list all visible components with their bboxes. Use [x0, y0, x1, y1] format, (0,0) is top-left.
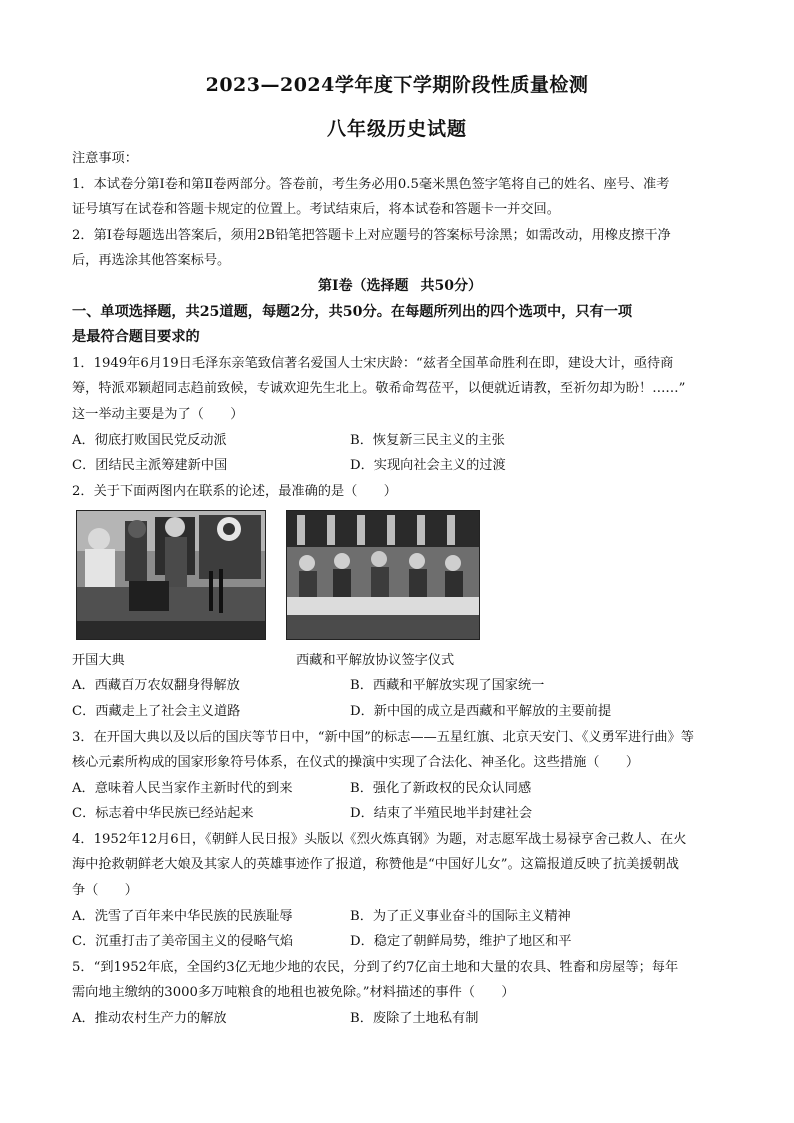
question-text: 争（ ）	[72, 883, 138, 899]
option-b: B．恢复新三民主义的主张	[350, 432, 505, 448]
exam-title: 2023—2024学年度下学期阶段性质量检测	[205, 74, 589, 96]
notice-line: 证号填写在试卷和答题卡规定的位置上。考试结束后，将本试卷和答题卡一并交回。	[72, 202, 560, 218]
founding-ceremony-photo	[76, 510, 266, 640]
section-instruction: 是最符合题目要求的	[72, 329, 200, 346]
question-text: 需向地主缴纳的3000多万吨粮食的地租也被免除。”材料描述的事件（ ）	[72, 985, 515, 1001]
option-b: B．废除了土地私有制	[350, 1011, 479, 1027]
option-a: A．洗雪了百年来中华民族的民族耻辱	[72, 908, 293, 924]
notice-heading: 注意事项：	[72, 151, 138, 166]
question-5	[72, 955, 728, 1032]
options-row	[72, 428, 728, 454]
section-title	[72, 274, 728, 300]
options-row	[72, 673, 728, 699]
question-text: 1．1949年6月19日毛泽东亲笔致信著名爱国人士宋庆龄：“兹者全国革命胜利在即，建设大计，亟待商	[72, 355, 674, 371]
option-d: D．稳定了朝鲜局势，维护了地区和平	[350, 934, 572, 950]
exam-subtitle: 八年级历史试题	[326, 118, 467, 140]
question-text: 这一举动主要是为了（ ）	[72, 406, 244, 422]
option-a: A．意味着人民当家作主新时代的到来	[72, 780, 293, 796]
option-c: C．沉重打击了美帝国主义的侵略气焰	[72, 934, 294, 950]
option-b: B．西藏和平解放实现了国家统一	[350, 678, 545, 694]
option-c: C．团结民主派筹建新中国	[72, 458, 228, 474]
photo-caption-2: 西藏和平解放协议签字仪式	[296, 653, 455, 669]
option-c: C．西藏走上了社会主义道路	[72, 703, 241, 719]
notice-line: 1．本试卷分第Ⅰ卷和第Ⅱ卷两部分。答卷前，考生务必用0.5毫米黑色签字笔将自己的姓名、座号、准考	[72, 176, 670, 192]
photo-captions	[72, 648, 728, 673]
option-d: D．实现向社会主义的过渡	[350, 458, 506, 474]
notice-line: 2．第Ⅰ卷每题选出答案后，须用2B铅笔把答题卡上对应题号的答案标号涂黑；如需改动，用橡皮擦干净	[72, 227, 671, 243]
question-text: 5．“到1952年底，全国约3亿无地少地的农民，分到了约7亿亩土地和大量的农具、牲畜和房屋等；每年	[72, 959, 679, 975]
notice-line: 后，再选涂其他答案标号。	[72, 253, 231, 269]
section-title-left: 第Ⅰ卷（选择题	[317, 277, 409, 294]
options-row	[72, 453, 728, 479]
options-row	[72, 929, 728, 955]
options-row	[72, 801, 728, 827]
question-text: 3．在开国大典以及以后的国庆等节日中，“新中国”的标志——五星红旗、北京天安门、《义勇军进行曲》等	[72, 729, 694, 745]
options-row	[72, 904, 728, 930]
option-c: C．标志着中华民族已经站起来	[72, 806, 254, 822]
question-text: 海中抢救朝鲜老大娘及其家人的英雄事迹作了报道，称赞他是“中国好儿女”。这篇报道反映了抗美援朝战	[72, 857, 679, 873]
question-3	[72, 725, 728, 827]
photo-caption-1: 开国大典	[72, 653, 125, 669]
option-a: A．西藏百万农奴翻身得解放	[72, 678, 240, 694]
tibet-agreement-photo	[286, 510, 480, 640]
question-photos	[72, 510, 728, 648]
question-4	[72, 827, 728, 955]
exam-body	[72, 146, 728, 1032]
option-b: B．为了正义事业奋斗的国际主义精神	[350, 908, 571, 924]
question-text: 筹，特派邓颖超同志趋前致候，专诚欢迎先生北上。敬希命驾莅平，以便就近请教，至祈勿却为盼！……”	[72, 381, 686, 397]
option-a: A．推动农村生产力的解放	[72, 1011, 227, 1027]
option-b: B．强化了新政权的民众认同感	[350, 780, 532, 796]
options-row	[72, 699, 728, 725]
option-a: A．彻底打败国民党反动派	[72, 432, 227, 448]
section-instruction: 一、单项选择题，共25道题，每题2分，共50分。在每题所列出的四个选项中，只有一项	[72, 303, 633, 320]
question-text: 核心元素所构成的国家形象符号体系，在仪式的操演中实现了合法化、神圣化。这些措施（ ）	[72, 755, 640, 771]
option-d: D．新中国的成立是西藏和平解放的主要前提	[350, 703, 612, 719]
question-2	[72, 479, 728, 725]
option-d: D．结束了半殖民地半封建社会	[350, 806, 533, 822]
question-text: 4．1952年12月6日，《朝鲜人民日报》头版以《烈火炼真钢》为题，对志愿军战士易禄亨舍己救人、在火	[72, 831, 687, 847]
options-row	[72, 776, 728, 802]
options-row	[72, 1006, 728, 1032]
question-1	[72, 351, 728, 479]
section-title-right: 共50分）	[420, 277, 483, 294]
question-text: 2．关于下面两图内在联系的论述，最准确的是（ ）	[72, 483, 397, 499]
